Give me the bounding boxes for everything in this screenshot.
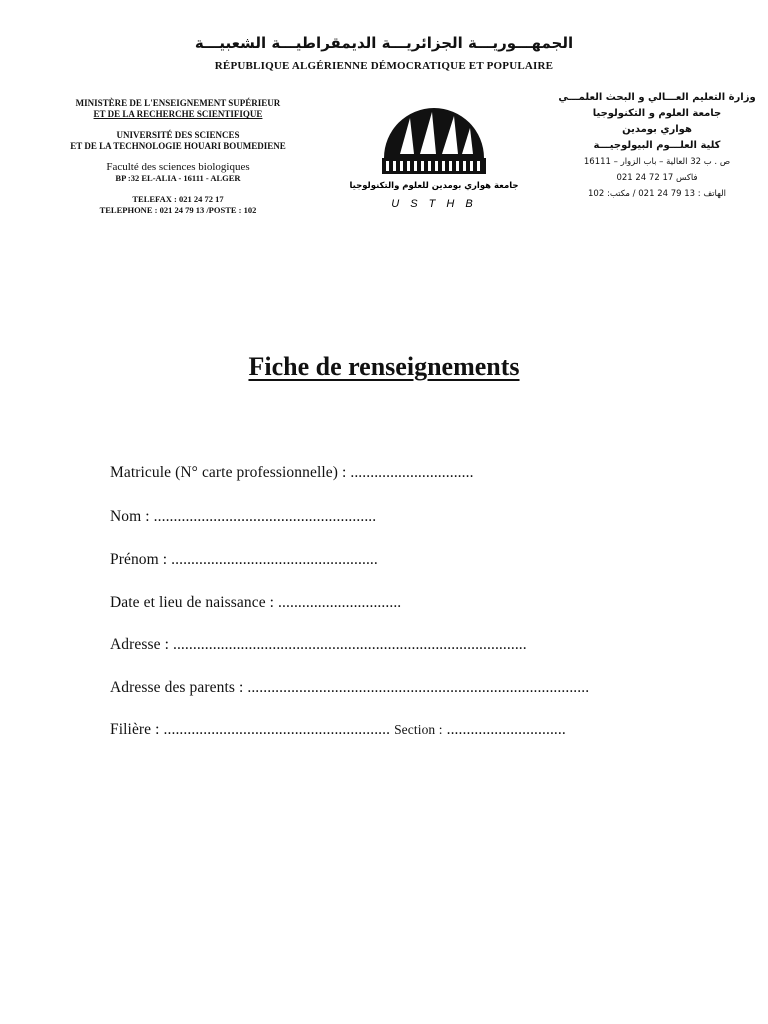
field-matricule[interactable]: Matricule (N° carte professionnelle) : ............................... (110, 464, 474, 481)
french-republic-title: RÉPUBLIQUE ALGÉRIENNE DÉMOCRATIQUE ET POPULAIRE (214, 60, 554, 72)
university-line-2: ET DE LA TECHNOLOGIE HOUARI BOUMEDIENE (70, 141, 286, 151)
field-filiere[interactable]: Filière : ......................................................... (110, 721, 391, 738)
field-prenom[interactable]: Prénom : .................................................... (110, 551, 378, 568)
field-date-lieu-naissance[interactable]: Date et lieu de naissance : ............................... (110, 594, 402, 611)
usthb-logo-graphic (349, 100, 519, 212)
field-adresse[interactable]: Adresse : ......................................................................................... (110, 636, 527, 653)
field-section[interactable]: .............................. (446, 721, 566, 738)
left-letterhead (28, 98, 328, 216)
arabic-fax: فاكس 17 72 24 021 (616, 173, 698, 183)
page-title: Fiche de renseignements (248, 352, 520, 381)
arabic-address: ص . ب 32 العالية – باب الزوار – 16111 (583, 157, 731, 167)
arabic-republic-title: الجمهـــوريـــة الجزائريـــة الديمقراطيـــة الشعبيـــة (194, 34, 574, 52)
ministry-line-1: MINISTÈRE DE L'ENSEIGNEMENT SUPÉRIEUR (75, 98, 281, 108)
arabic-faculty: كلية العلـــوم البيولوجيـــة (593, 140, 721, 151)
usthb-logo (349, 100, 519, 212)
ministry-line-2: ET DE LA RECHERCHE SCIENTIFIQUE (93, 109, 263, 119)
arabic-university: جامعة العلوم و التكنولوجيا (592, 108, 722, 119)
telephone: TELEPHONE : 021 24 79 13 /POSTE : 102 (99, 205, 257, 215)
university-line-1: UNIVERSITÉ DES SCIENCES (116, 130, 240, 140)
field-filiere-row (110, 721, 566, 739)
field-nom[interactable]: Nom : ........................................................ (110, 508, 377, 525)
field-adresse-parents[interactable]: Adresse des parents : ...................................................................................... (110, 679, 590, 696)
arabic-ministry: وزارة التعليم العـــالي و البحث العلمـــي (558, 92, 756, 103)
faculty-address: BP :32 EL-ALIA - 16111 - ALGER (115, 173, 241, 183)
right-letterhead (552, 90, 762, 202)
section-label: Section : (394, 722, 443, 737)
logo-acronym: U S T H B (391, 198, 477, 210)
faculty-name: Faculté des sciences biologiques (106, 161, 250, 173)
telefax: TELEFAX : 021 24 72 17 (132, 194, 224, 204)
arabic-phone: الهاتف : 13 79 24 021 / مكتب: 102 (588, 189, 726, 199)
arabic-houari: هواري بومدين (622, 124, 692, 135)
logo-arabic-text: جامعة هواري بومدين للعلوم والتكنولوجيا (349, 181, 519, 191)
